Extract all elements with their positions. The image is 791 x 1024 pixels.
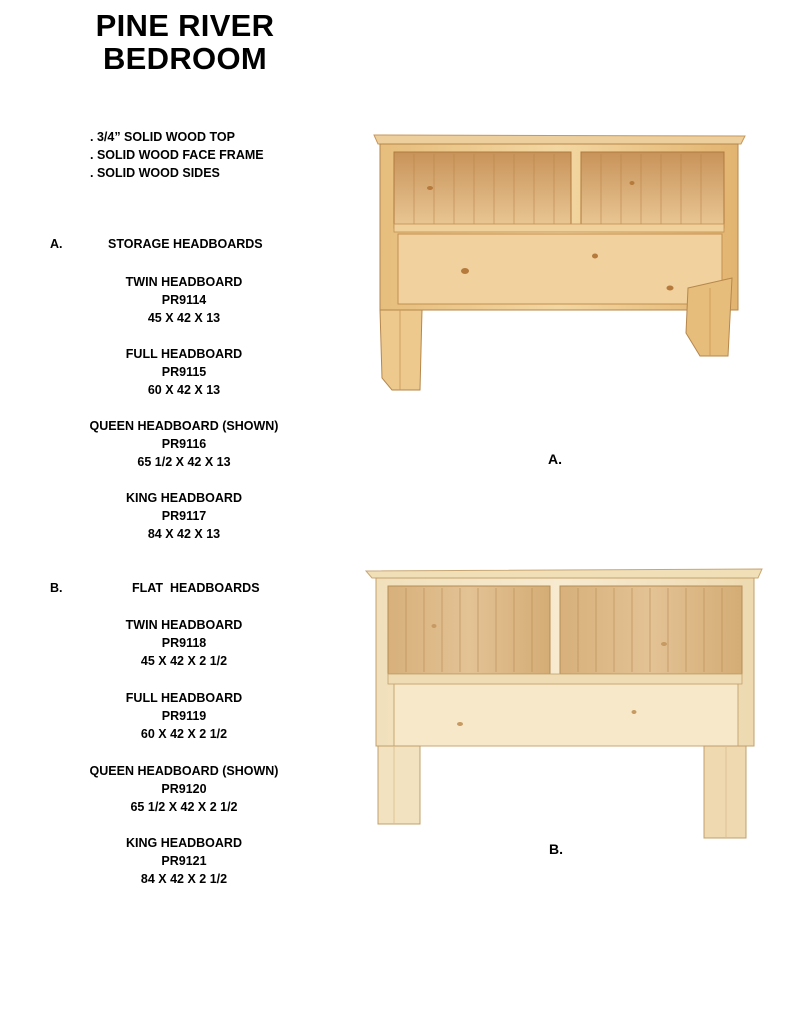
product-dimensions: 45 X 42 X 2 1/2 bbox=[140, 654, 228, 669]
product-code: PR9114 bbox=[161, 293, 207, 308]
product-code: PR9120 bbox=[161, 782, 207, 797]
product-name: KING HEADBOARD bbox=[126, 491, 242, 505]
middle-rail bbox=[388, 674, 742, 684]
left-leg bbox=[380, 310, 422, 390]
product-name: FULL HEADBOARD bbox=[125, 691, 243, 705]
product-code: PR9117 bbox=[161, 509, 207, 524]
product-item bbox=[34, 834, 334, 889]
product-name: TWIN HEADBOARD bbox=[125, 275, 243, 289]
lower-panel bbox=[394, 684, 738, 746]
right-leg bbox=[686, 278, 732, 356]
product-item bbox=[34, 345, 334, 400]
product-name: TWIN HEADBOARD bbox=[125, 618, 243, 632]
product-item bbox=[34, 616, 334, 671]
feature-item: . 3/4” SOLID WOOD TOP bbox=[90, 130, 235, 144]
product-dimensions: 45 X 42 X 13 bbox=[147, 311, 221, 326]
section-a-letter: A. bbox=[50, 237, 63, 251]
product-dimensions: 65 1/2 X 42 X 2 1/2 bbox=[130, 800, 238, 815]
product-name: FULL HEADBOARD bbox=[125, 347, 243, 361]
product-code: PR9116 bbox=[161, 437, 207, 452]
product-dimensions: 60 X 42 X 2 1/2 bbox=[140, 727, 228, 742]
photo-b-caption: B. bbox=[549, 841, 563, 857]
product-item bbox=[34, 689, 334, 744]
top-cap bbox=[366, 569, 762, 578]
product-name: QUEEN HEADBOARD (SHOWN) bbox=[89, 764, 279, 778]
section-b-title: FLAT HEADBOARDS bbox=[132, 581, 260, 595]
product-dimensions: 84 X 42 X 13 bbox=[147, 527, 221, 542]
cubby-right bbox=[581, 152, 724, 228]
feature-item: . SOLID WOOD FACE FRAME bbox=[90, 148, 264, 162]
product-code: PR9118 bbox=[161, 636, 207, 651]
product-name: KING HEADBOARD bbox=[126, 836, 242, 850]
product-code: PR9115 bbox=[161, 365, 207, 380]
shelf bbox=[394, 224, 724, 232]
upper-panel-right bbox=[560, 586, 742, 674]
feature-list bbox=[90, 128, 264, 182]
cubby-left bbox=[394, 152, 571, 228]
product-item bbox=[34, 762, 334, 817]
product-dimensions: 65 1/2 X 42 X 13 bbox=[137, 455, 231, 470]
right-leg bbox=[704, 746, 746, 838]
product-name: QUEEN HEADBOARD (SHOWN) bbox=[89, 419, 279, 433]
feature-item: . SOLID WOOD SIDES bbox=[90, 166, 220, 180]
lower-panel bbox=[398, 234, 722, 304]
upper-panel-left bbox=[388, 586, 550, 674]
product-code: PR9119 bbox=[161, 709, 207, 724]
title-line-2: BEDROOM bbox=[103, 40, 267, 76]
product-item bbox=[34, 417, 334, 472]
product-code: PR9121 bbox=[161, 854, 207, 869]
product-item bbox=[34, 489, 334, 544]
section-a-title: STORAGE HEADBOARDS bbox=[108, 237, 263, 251]
page-title bbox=[40, 10, 330, 75]
title-line-1: PINE RIVER bbox=[95, 8, 275, 43]
section-b-letter: B. bbox=[50, 581, 63, 595]
photo-a-caption: A. bbox=[548, 451, 562, 467]
product-item bbox=[34, 273, 334, 328]
product-dimensions: 84 X 42 X 2 1/2 bbox=[140, 872, 228, 887]
top-board bbox=[374, 135, 745, 144]
storage-headboard-photo bbox=[370, 128, 750, 398]
flat-headboard-photo bbox=[364, 564, 766, 844]
product-dimensions: 60 X 42 X 13 bbox=[147, 383, 221, 398]
left-leg bbox=[378, 746, 420, 824]
